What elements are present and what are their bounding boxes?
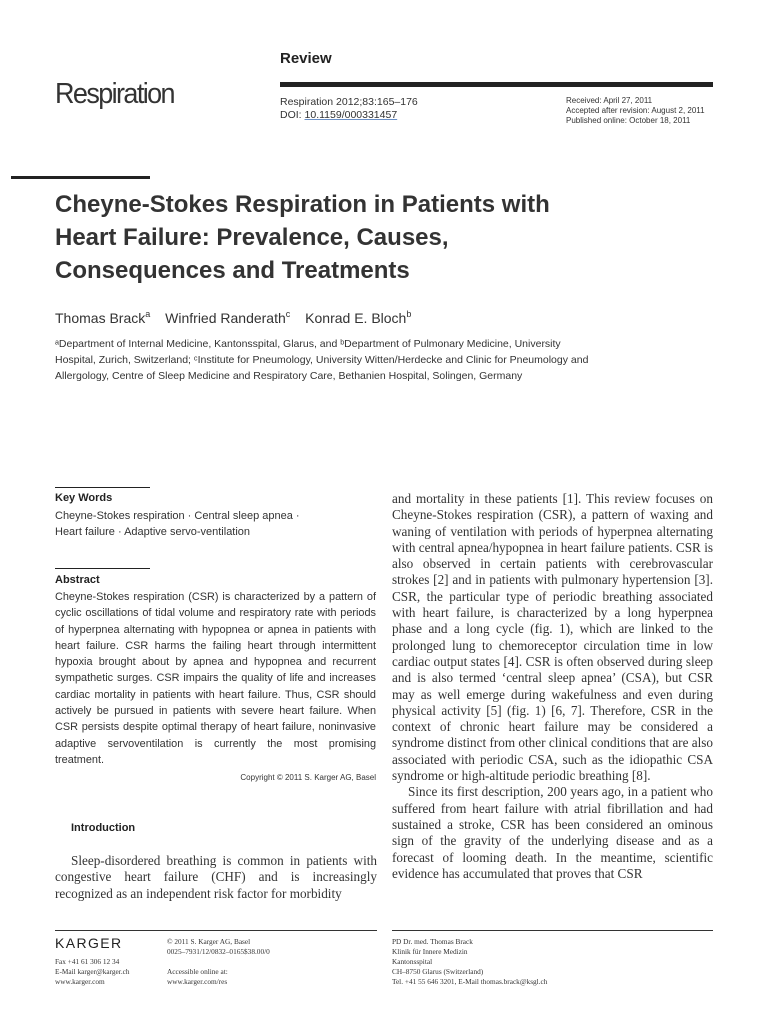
correspondence-name: PD Dr. med. Thomas Brack: [392, 937, 473, 946]
journal-website-link[interactable]: www.karger.com/res: [167, 977, 228, 986]
correspondence-contact[interactable]: Tel. +41 55 646 3201, E-Mail thomas.brack@ksgl.ch: [392, 977, 548, 986]
affiliation-line: Hospital, Zurich, Switzerland; ᶜInstitute for Pneumology, University Witten/Herdecke and Clinic for Pneumology and: [55, 354, 589, 366]
publisher-email-link[interactable]: E-Mail karger@karger.ch: [55, 967, 130, 976]
correspondence-institution: Kantonsspital: [392, 957, 433, 966]
correspondence-address: [392, 937, 547, 987]
article-dates: [566, 96, 705, 126]
section-rule: [280, 82, 713, 87]
issn-price-line: 0025–7931/12/0832–0165$38.00/0: [167, 947, 270, 956]
author-affil-mark: b: [406, 309, 412, 319]
affiliation-line: ᵃDepartment of Internal Medicine, Kantonsspital, Glarus, and ᵇDepartment of Pulmonary Medicine, University: [55, 338, 561, 350]
abstract-rule: [55, 568, 150, 569]
publisher-contact: [55, 957, 130, 987]
author-name: Konrad E. Bloch: [305, 310, 407, 326]
article-title: Cheyne-Stokes Respiration in Patients with Heart Failure: Prevalence, Causes, Consequences and Treatments: [55, 191, 550, 284]
received-date: Received: April 27, 2011: [566, 96, 653, 105]
body-paragraph: and mortality in these patients [1]. This review focuses on Cheyne-Stokes respiration (CSR), a pattern of waxing and waning of ventilation with periods of hyperpnea alternating with central apnea/hypopnea in heart failure patients. CSR is also observed in certain patients with cerebrovascular strokes [2] and in patients with pulmonary hypertension [3]. CSR, the particular type of periodic breathing associated with heart failure, is characterized by a long hyperpnea phase and a long cycle (fig. 1), which are linked to the prolonged lung to chemoreceptor circulation time in low cardiac output states [4]. CSR is often observed during sleep and is also termed ‘central sleep apnea’ (CSA), but CSR may as well emerge during wakefulness and even during physical activity [5] (fig. 1) [6, 7]. Therefore, CSR in the context of chronic heart failure may be considered a syndrome distinct from other clinical conditions that are also associated with periodic CSA, such as the idiopathic CSA syndrome or high-altitude periodic breathing [8].: [392, 491, 713, 784]
citation-line: Respiration 2012;83:165–176: [280, 96, 418, 108]
author-affil-mark: a: [145, 309, 151, 319]
publisher-website-link[interactable]: www.karger.com: [55, 977, 105, 986]
doi-label: DOI:: [280, 109, 302, 121]
keywords-line: Heart failure · Adaptive servo-ventilation: [55, 526, 251, 538]
accepted-date: Accepted after revision: August 2, 2011: [566, 106, 705, 115]
introduction-heading: Introduction: [71, 822, 136, 834]
footer-rule-left: [55, 930, 377, 931]
author-affil-mark: c: [285, 309, 291, 319]
journal-logo: Respiration: [55, 78, 174, 110]
author-name: Thomas Brack: [55, 310, 146, 326]
abstract-heading: Abstract: [55, 574, 100, 586]
author-name: Winfried Randerath: [165, 310, 286, 326]
body-column-right: [392, 491, 713, 882]
correspondence-dept: Klinik für Innere Medizin: [392, 947, 468, 956]
keywords-rule: [55, 487, 150, 488]
publisher-logo: KARGER: [55, 935, 123, 951]
affiliations: [55, 336, 625, 384]
doi-line: [280, 109, 418, 122]
affiliation-line: Allergology, Centre of Sleep Medicine and Respiratory Care, Bethanien Hospital, Solingen, Germany: [55, 370, 523, 382]
abstract-copyright: Copyright © 2011 S. Karger AG, Basel: [240, 773, 376, 782]
author-list: [55, 309, 411, 326]
citation: [280, 96, 418, 122]
footer-rule-right: [392, 930, 713, 931]
publisher-fax: Fax +41 61 306 12 34: [55, 957, 120, 966]
doi-link[interactable]: 10.1159/000331457: [304, 109, 398, 121]
body-paragraph: Since its first description, 200 years ago, in a patient who suffered from heart failure with atrial fibrillation and had sustained a stroke, CSR has been considered an ominous sign of the gravity of the underlying disease and as a forecast of looming death. In the meantime, scientific evidence has accumulated that proves that CSR: [392, 784, 713, 881]
correspondence-city: CH–8750 Glarus (Switzerland): [392, 967, 484, 976]
title-rule: [11, 176, 150, 179]
introduction-text: Sleep-disordered breathing is common in patients with congestive heart failure (CHF) and is increasingly recognized as an independent risk factor for morbidity: [55, 853, 377, 901]
keywords-heading: Key Words: [55, 492, 113, 504]
online-access-label: Accessible online at:: [167, 967, 228, 976]
published-date: Published online: October 18, 2011: [566, 116, 691, 125]
copyright-line: © 2011 S. Karger AG, Basel: [167, 937, 251, 946]
keywords-line: Cheyne-Stokes respiration · Central sleep apnea ·: [55, 510, 300, 522]
abstract-text: Cheyne-Stokes respiration (CSR) is characterized by a pattern of cyclic oscillations of tidal volume and respiratory rate with periods of hyperpnea alternating with hypopnea or apnea in patients with heart failure. CSR harms the failing heart through intermittent hypoxia brought about by apnea and hypopnea and recurrent sympathetic surges. CSR impairs the quality of life and increases cardiac mortality in patients with heart failure. Thus, CSR should actively be pursued in patients with severe heart failure. When CSR persists despite optimal therapy of heart failure, noninvasive adaptive servoventilation is currently the most promising treatment.: [55, 591, 376, 766]
keywords-list: [55, 508, 355, 540]
section-label: Review: [280, 50, 332, 67]
online-access: [167, 967, 228, 987]
publisher-copyright: [167, 937, 270, 957]
